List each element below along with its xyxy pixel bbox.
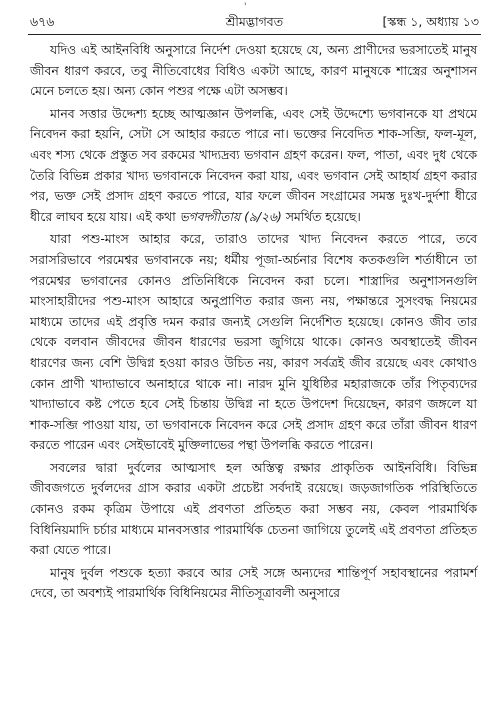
paragraph-1 xyxy=(30,40,477,102)
paragraph-text: মানুষ দুর্বল পশুকে হত্যা করবে আর সেই সঙ্গে অন্যদের শান্তিপূর্ণ সহাবস্থানের পরামর্শ দেবে, তা অবশ্যই পারমার্থিক বিধিনিয়মের নীতিসূত্রাবলী অনুসারে xyxy=(30,565,477,601)
book-title: শ্রীমদ্ভাগবত xyxy=(225,14,284,29)
page-body xyxy=(30,40,477,606)
paragraph-text: সবলের দ্বারা দুর্বলের আত্মসাৎ হল অস্তিত্ব রক্ষার প্রাকৃতিক আইনবিধি। বিভিন্ন জীবজগতে দুর্বলদের গ্রাস করার একটা প্রচেষ্টা সর্বদাই রয়েছে। জড়জাগতিক পরিস্থিতিতে কোনও রকম কৃত্রিম উপায়ে এই প্রবণতা প্রতিহত করা সম্ভব নয়, কেবল পারমার্থিক বিধিনিয়মাদি চর্চার মাধ্যমে মানবসত্তার পারমার্থিক চেতনা জাগিয়ে তুলেই এই প্রবণতা প্রতিহত করা যেতে পারে। xyxy=(30,460,477,558)
paragraph-3 xyxy=(30,229,477,456)
paragraph-text: যারা পশু-মাংস আহার করে, তারাও তাদের খাদ্য নিবেদন করতে পারে, তবে সরাসরিভাবে পরমেশ্বর ভগবানকে নয়; ধর্মীয় পূজা-অর্চনার বিশেষ কতকগুলি শর্তাধীনে তা পরমেশ্বর ভগবানের কোনও প্রতিনিধিকে নিবেদন করা চলে। শাস্ত্রাদির অনুশাসনগুলি মাংসাহারীদের পশু-মাংস আহারে অনুপ্রাণিত করার জন্য নয়, পক্ষান্তরে সুসংবদ্ধ নিয়মের মাধ্যমে তাদের এই প্রবৃত্তি দমন করার জন্যই সেগুলি নির্দেশিত হয়েছে। কোনও জীব তার থেকে বলবান জীবদের জীবন ধারণের ভরসা জুগিয়ে থাকে। কোনও অবস্থাতেই জীবন ধারণের জন্য বেশি উদ্বিগ্ন হওয়া কারও উচিত নয়, কারণ সর্বত্রই জীব রয়েছে এবং কোথাও কোন প্রাণী খাদ্যাভাবে অনাহারে থাকে না। নারদ মুনি যুধিষ্ঠির মহারাজকে তাঁর পিতৃব্যদের খাদ্যাভাবে কষ্ট পেতে হবে সেই চিন্তায় উদ্বিগ্ন না হতে উপদেশ দিয়েছেন, কারণ জঙ্গলে যা শাক-সব্জি পাওয়া যায়, তা ভগবানকে নিবেদন করে সেই প্রসাদ গ্রহণ করে তাঁরা জীবন ধারণ করতে পারেন এবং সেইভাবেই মুক্তিলাভের পন্থা উপলব্ধি করতে পারেন। xyxy=(30,232,477,453)
paragraph-text: যদিও এই আইনবিধি অনুসারে নির্দেশ দেওয়া হয়েছে যে, অন্য প্রাণীদের ভরসাতেই মানুষ জীবন ধারণ করবে, তবু নীতিবোধের বিধিও একটা আছে, কারণ মানুষকে শাস্ত্রের অনুশাসন মেনে চলতে হয়। অন্য কোন পশুর পক্ষে এটা অসম্ভব। xyxy=(30,43,477,99)
header-rule xyxy=(28,34,481,35)
paragraph-4 xyxy=(30,458,477,561)
running-header xyxy=(30,12,479,32)
paragraph-text-end: সমর্থিত হয়েছে। xyxy=(281,209,361,224)
scripture-reference: ভগবদ্গীতায় (৯/২৬) xyxy=(179,209,282,224)
canto-chapter-label: [স্কন্ধ ১, অধ্যায় ১৩ xyxy=(382,14,479,29)
paragraph-5 xyxy=(30,563,477,604)
page-top-mark: ' xyxy=(244,2,247,12)
page-number: ৬৭৬ xyxy=(30,14,55,29)
paragraph-text: মানব সত্তার উদ্দেশ্য হচ্ছে আত্মজ্ঞান উপলব্ধি, এবং সেই উদ্দেশ্যে ভগবানকে যা প্রথমে নিবেদন করা হয়নি, সেটা সে আহার করতে পারে না। ভক্তের নিবেদিত শাক-সব্জি, ফল-মূল, এবং শস্য থেকে প্রস্তুত সব রকমের খাদ্যদ্রব্য ভগবান গ্রহণ করেন। ফল, পাতা, এবং দুধ থেকে তৈরি বিভিন্ন প্রকার খাদ্য ভগবানকে নিবেদন করা যায়, এবং ভগবান সেই আহার্য গ্রহণ করার পর, ভক্ত সেই প্রসাদ গ্রহণ করতে পারে, যার ফলে জীবন সংগ্রামের সমস্ত দুঃখ-দুর্দশা ধীরে ধীরে লাঘব হয়ে যায়। এই কথা xyxy=(30,106,477,224)
paragraph-2 xyxy=(30,104,477,228)
